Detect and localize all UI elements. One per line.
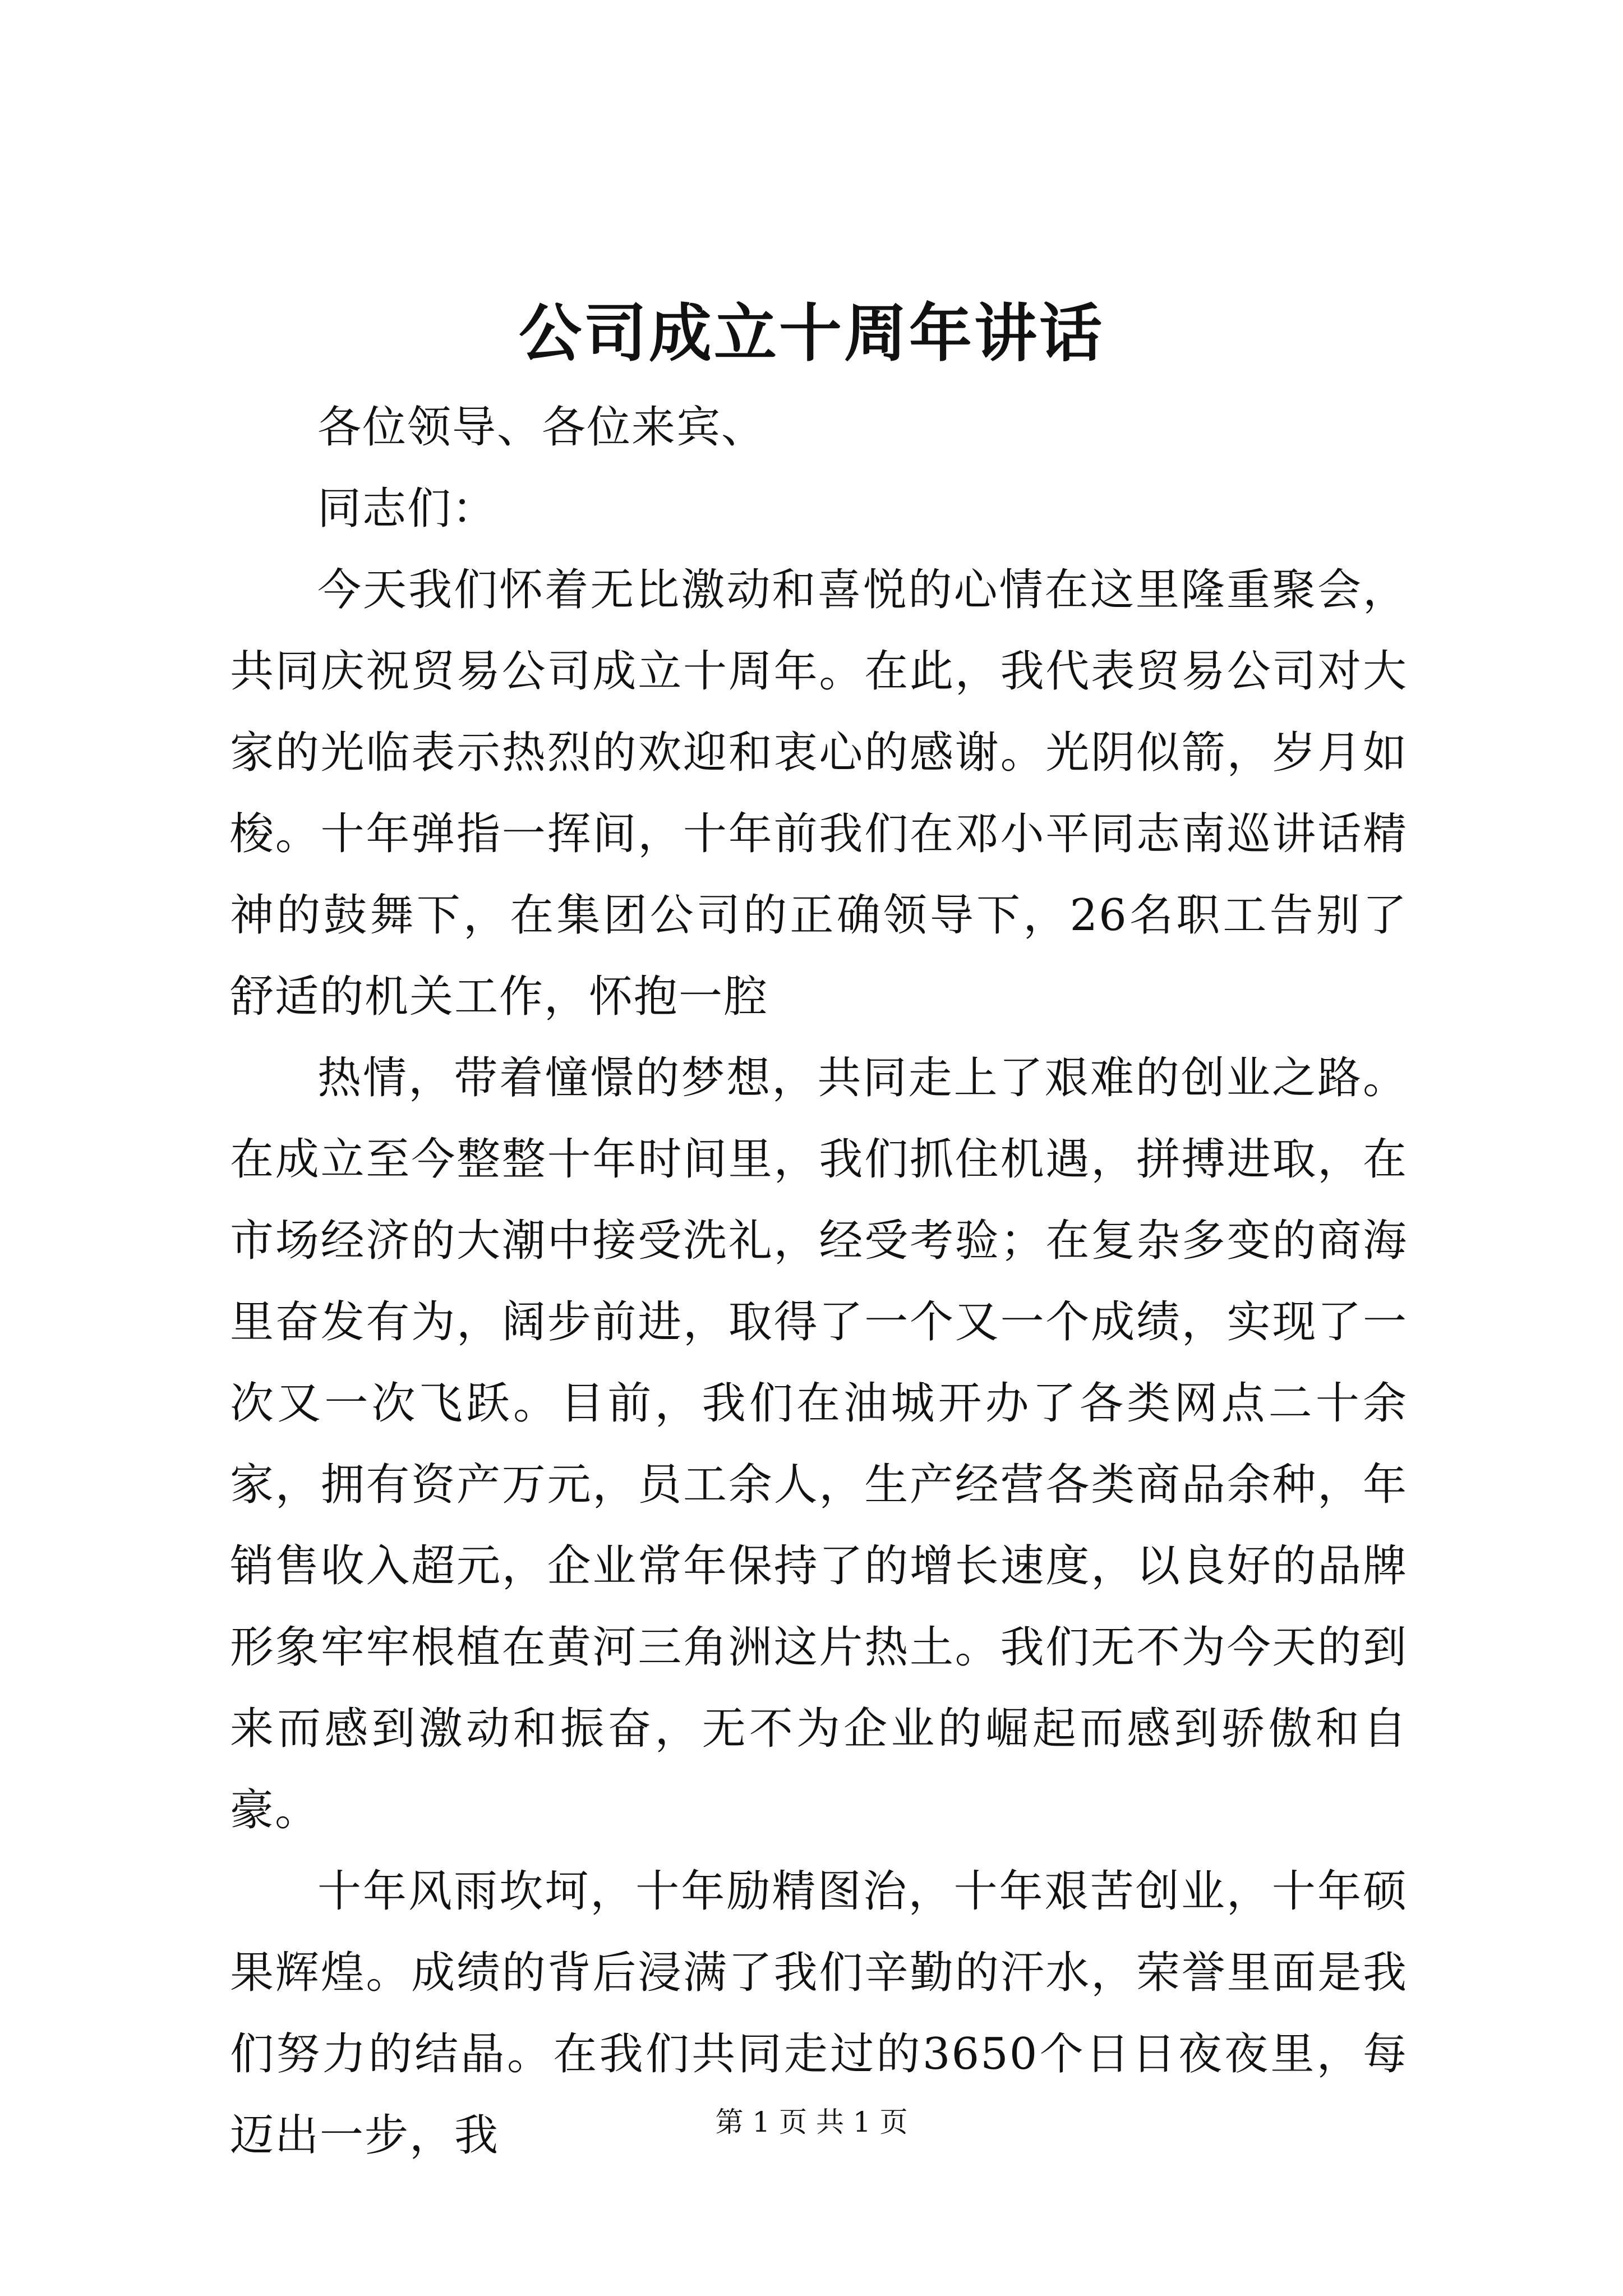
salutation-line-1: 各位领导、各位来宾、 (317, 402, 767, 453)
paragraph-2: 热情，带着憧憬的梦想，共同走上了艰难的创业之路。在成立至今整整十年时间里，我们抓住机遇，拼搏进取，在市场经济的大潮中接受洗礼，经受考验；在复杂多变的商海里奋发有为，阔步前进，取得了一个又一个成绩，实现了一次又一次飞跃。目前，我们在油城开办了各类网点二十余家，拥有资产万元，员工余人，生产经营各类商品余种，年销售收入超元，企业常年保持了的增长速度，以良好的品牌形象牢牢根植在黄河三角洲这片热土。我们无不为今天的到来而感到激动和振奋，无不为企业的崛起而感到骄傲和自豪。 (230, 1053, 1408, 1835)
document-body (230, 387, 1408, 2177)
salutation-line-2: 同志们： (317, 484, 497, 534)
document-title: 公司成立十周年讲话 (519, 297, 1104, 370)
paragraph-1: 今天我们怀着无比激动和喜悦的心情在这里隆重聚会，共同庆祝贸易公司成立十周年。在此，我代表贸易公司对大家的光临表示热烈的欢迎和衷心的感谢。光阴似箭，岁月如梭。十年弹指一挥间，十年前我们在邓小平同志南巡讲话精神的鼓舞下，在集团公司的正确领导下，26名职工告别了舒适的机关工作，怀抱一腔 (230, 565, 1408, 1022)
page-footer: 第 1 页 共 1 页 (715, 2106, 908, 2138)
paragraph-3: 十年风雨坎坷，十年励精图治，十年艰苦创业，十年硕果辉煌。成绩的背后浸满了我们辛勤的汗水，荣誉里面是我们努力的结晶。在我们共同走过的3650个日日夜夜里，每迈出一步，我 (230, 1866, 1408, 2161)
